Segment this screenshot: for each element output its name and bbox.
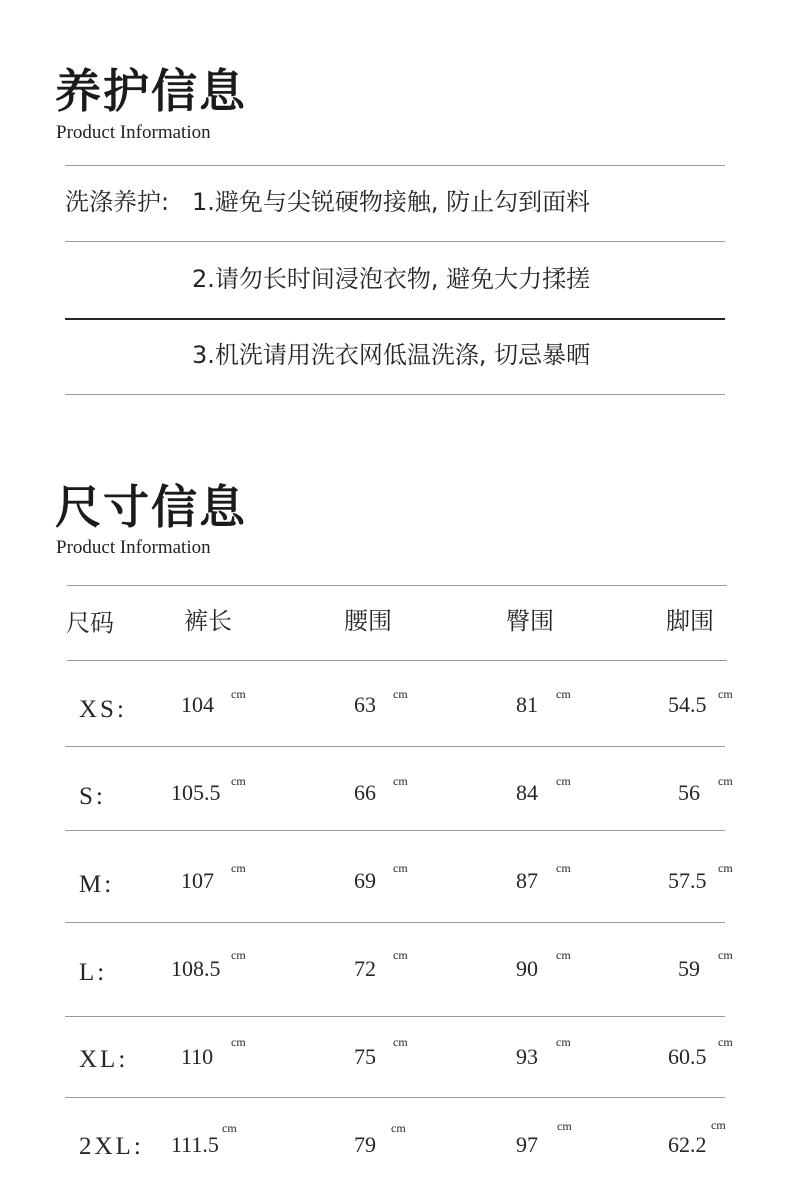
hip-value: 87 bbox=[516, 868, 538, 893]
unit-label: cm bbox=[556, 687, 571, 701]
unit-label: cm bbox=[393, 1035, 408, 1049]
unit-label: cm bbox=[556, 948, 571, 962]
waist-value: 75 bbox=[354, 1044, 376, 1069]
divider bbox=[65, 318, 725, 320]
unit-label: cm bbox=[556, 774, 571, 788]
divider bbox=[65, 746, 725, 747]
size-label-l: L: bbox=[79, 959, 108, 986]
care-item-2: 2.请勿长时间浸泡衣物, 避免大力揉搓 bbox=[192, 265, 591, 293]
header-waist: 腰围 bbox=[344, 607, 392, 635]
divider bbox=[65, 1016, 725, 1017]
care-section-subtitle: Product Information bbox=[56, 122, 211, 143]
size-section-title: 尺寸信息 bbox=[55, 480, 247, 534]
header-size: 尺码 bbox=[66, 609, 114, 637]
hem-value: 57.5 bbox=[668, 868, 707, 893]
unit-label: cm bbox=[556, 1035, 571, 1049]
length-value: 108.5 bbox=[171, 956, 221, 981]
waist-value: 69 bbox=[354, 868, 376, 893]
waist-value: 63 bbox=[354, 692, 376, 717]
waist-value: 79 bbox=[354, 1132, 376, 1157]
size-label-xl: XL: bbox=[79, 1046, 129, 1073]
divider bbox=[67, 660, 727, 661]
unit-label: cm bbox=[393, 774, 408, 788]
size-label-xs: XS: bbox=[79, 696, 127, 723]
hem-value: 60.5 bbox=[668, 1044, 707, 1069]
header-hem: 脚围 bbox=[666, 607, 714, 635]
hem-value: 62.2 bbox=[668, 1132, 707, 1157]
unit-label: cm bbox=[231, 687, 246, 701]
divider bbox=[65, 1097, 725, 1098]
hip-value: 93 bbox=[516, 1044, 538, 1069]
hip-value: 81 bbox=[516, 692, 538, 717]
unit-label: cm bbox=[393, 948, 408, 962]
length-value: 105.5 bbox=[171, 780, 221, 805]
unit-label: cm bbox=[231, 948, 246, 962]
unit-label: cm bbox=[718, 774, 733, 788]
hip-value: 97 bbox=[516, 1132, 538, 1157]
size-label-2xl: 2XL: bbox=[79, 1133, 144, 1160]
divider bbox=[65, 241, 725, 242]
care-section-title: 养护信息 bbox=[55, 64, 247, 118]
waist-value: 72 bbox=[354, 956, 376, 981]
unit-label: cm bbox=[391, 1121, 406, 1135]
unit-label: cm bbox=[393, 687, 408, 701]
unit-label: cm bbox=[222, 1121, 237, 1135]
care-label: 洗涤养护: bbox=[65, 188, 170, 216]
hem-value: 54.5 bbox=[668, 692, 707, 717]
divider bbox=[65, 922, 725, 923]
length-value: 104 bbox=[181, 692, 214, 717]
size-label-s: S: bbox=[79, 783, 106, 810]
size-label-m: M: bbox=[79, 871, 115, 898]
care-item-1: 1.避免与尖锐硬物接触, 防止勾到面料 bbox=[192, 188, 591, 216]
length-value: 107 bbox=[181, 868, 214, 893]
hip-value: 90 bbox=[516, 956, 538, 981]
hem-value: 56 bbox=[678, 780, 700, 805]
divider bbox=[67, 585, 727, 586]
header-hip: 臀围 bbox=[506, 607, 554, 635]
unit-label: cm bbox=[718, 687, 733, 701]
unit-label: cm bbox=[393, 861, 408, 875]
unit-label: cm bbox=[718, 861, 733, 875]
unit-label: cm bbox=[231, 1035, 246, 1049]
divider bbox=[65, 394, 725, 395]
size-section-subtitle: Product Information bbox=[56, 537, 211, 558]
unit-label: cm bbox=[718, 948, 733, 962]
unit-label: cm bbox=[556, 861, 571, 875]
divider bbox=[65, 165, 725, 166]
length-value: 110 bbox=[181, 1044, 214, 1069]
unit-label: cm bbox=[711, 1118, 726, 1132]
hem-value: 59 bbox=[678, 956, 700, 981]
unit-label: cm bbox=[557, 1119, 572, 1133]
unit-label: cm bbox=[231, 861, 246, 875]
divider bbox=[65, 830, 725, 831]
waist-value: 66 bbox=[354, 780, 376, 805]
unit-label: cm bbox=[718, 1035, 733, 1049]
header-length: 裤长 bbox=[184, 607, 232, 635]
hip-value: 84 bbox=[516, 780, 538, 805]
unit-label: cm bbox=[231, 774, 246, 788]
length-value: 111.5 bbox=[171, 1132, 219, 1157]
care-item-3: 3.机洗请用洗衣网低温洗涤, 切忌暴晒 bbox=[192, 341, 591, 369]
